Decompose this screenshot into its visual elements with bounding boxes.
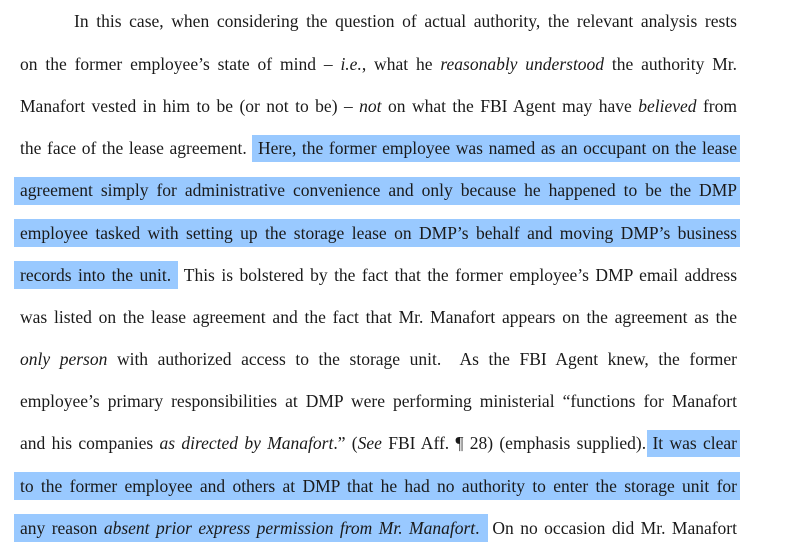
text-line: [20, 517, 737, 539]
text-line: [20, 306, 737, 328]
text-run: believed: [638, 96, 697, 116]
text-run: , what he: [361, 54, 441, 74]
text-line: [20, 475, 737, 497]
text-run: on what the FBI Agent may have: [381, 96, 639, 116]
text-run: to the former employee and others at DMP that he had no authority to enter the storage unit for: [20, 476, 737, 496]
text-run: In this case, when considering the question of actual authority, the relevant analysis rests: [74, 11, 737, 31]
text-run: the authority Mr.: [604, 54, 737, 74]
text-run: employee tasked with setting up the storage lease on DMP’s behalf and moving DMP’s business: [20, 223, 737, 243]
text-run: Manafort vested in him to be (or not to be) –: [20, 96, 360, 116]
text-run: agreement simply for administrative convenience and only because he happened to be the DMP: [20, 180, 737, 200]
text-line: [20, 390, 737, 412]
text-run: any reason: [20, 518, 104, 538]
text-line: [20, 264, 737, 286]
text-run: not: [359, 96, 382, 116]
text-run: i.e.: [340, 54, 362, 74]
text-line: [20, 137, 737, 159]
text-run: FBI Aff. ¶ 28) (emphasis supplied).: [381, 433, 653, 453]
text-line: [20, 432, 737, 454]
text-line: [20, 222, 737, 244]
text-line: [74, 10, 737, 32]
text-run: .” (: [333, 433, 358, 453]
text-run: the face of the lease agreement.: [20, 138, 253, 158]
text-line: [20, 179, 737, 201]
text-run: absent prior express permission from Mr. Manafort: [103, 518, 476, 538]
text-line: [20, 53, 737, 75]
text-run: on the former employee’s state of mind –: [20, 54, 341, 74]
text-line: [20, 348, 737, 370]
text-line: [20, 95, 737, 117]
text-run: and his companies: [20, 433, 160, 453]
text-run: It was clear: [652, 433, 737, 453]
text-run: was listed on the lease agreement and the fact that Mr. Manafort appears on the agreement as the: [20, 307, 737, 327]
text-run: This is bolstered by the fact that the former employee’s DMP email address: [177, 265, 738, 285]
text-run: .: [475, 518, 486, 538]
text-run: only person: [20, 349, 108, 369]
text-run: On no occasion did Mr. Manafort: [485, 518, 737, 538]
text-run: Here, the former employee was named as an occupant on the lease: [252, 138, 738, 158]
text-run: reasonably understood: [440, 54, 605, 74]
text-run: records into the unit.: [20, 265, 178, 285]
text-run: employee’s primary responsibilities at DMP were performing ministerial “functions for Manafort: [20, 391, 737, 411]
text-run: See: [357, 433, 382, 453]
text-run: as directed by Manafort: [159, 433, 334, 453]
text-run: from: [696, 96, 737, 116]
text-run: with authorized access to the storage unit. As the FBI Agent knew, the former: [107, 349, 737, 369]
